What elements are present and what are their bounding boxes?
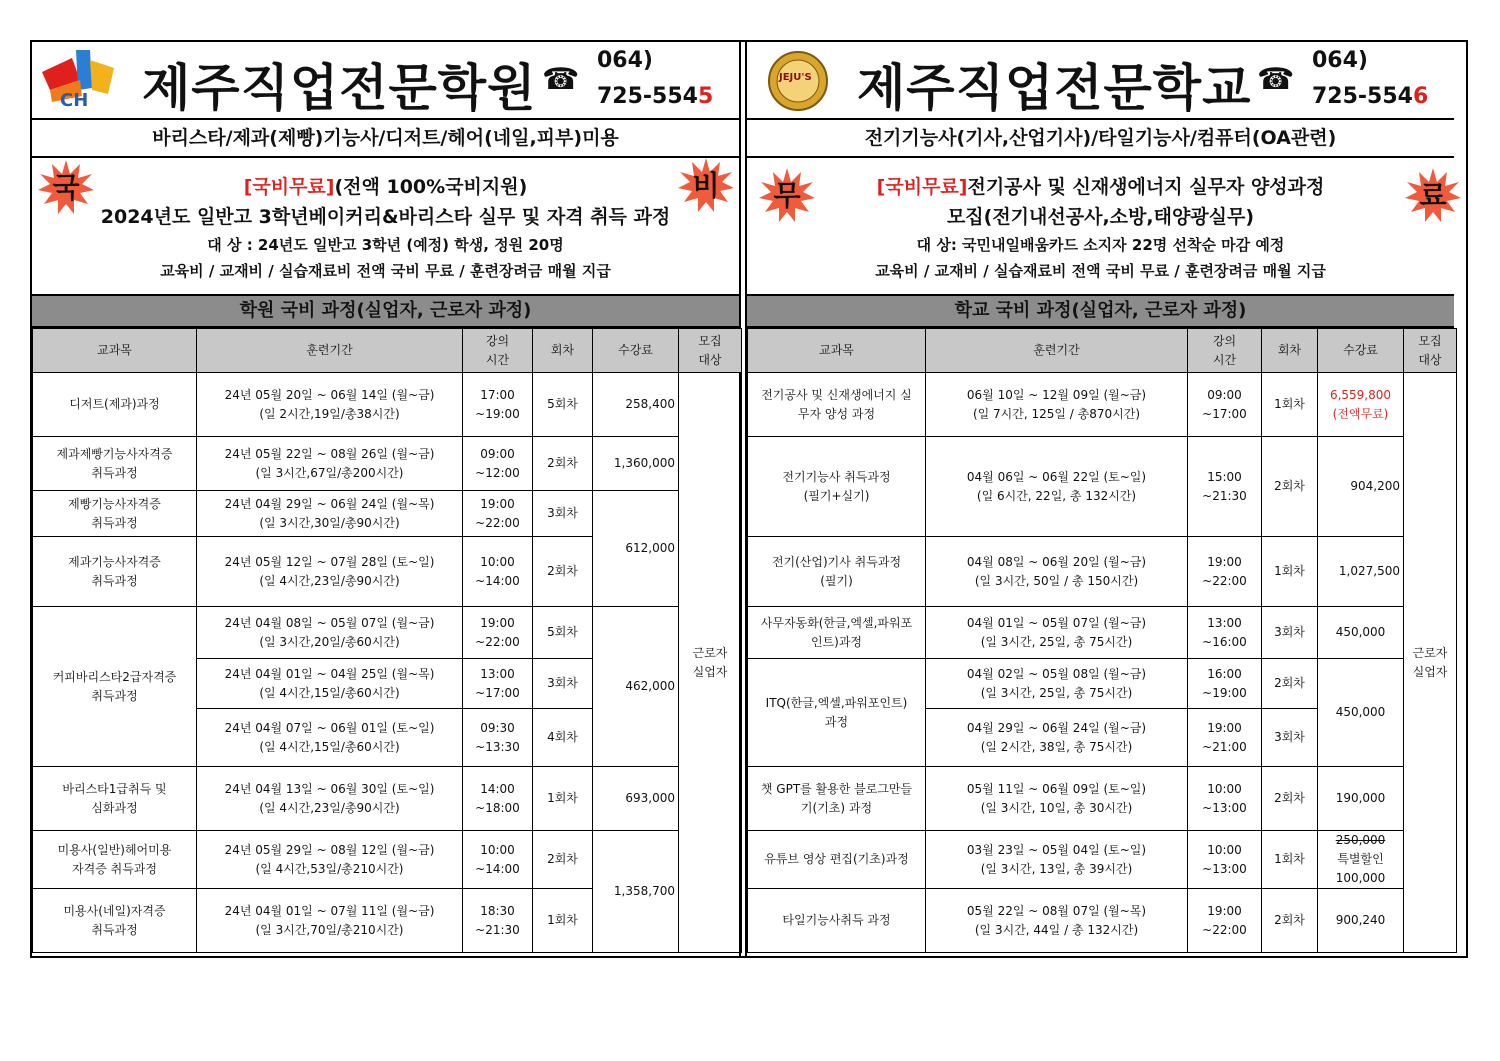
- course-sessions: 3회차: [533, 659, 593, 709]
- promo-box: [32, 158, 739, 296]
- starburst-badge-right: 료: [1405, 168, 1461, 224]
- course-name: 전기공사 및 신재생에너지 실 무자 양성 과정: [748, 373, 926, 437]
- course-time: 19:00 ~22:00: [463, 607, 533, 659]
- starburst-badge-left: 국: [38, 160, 94, 216]
- course-fee: 6,559,800 (전액무료): [1318, 373, 1404, 437]
- course-period: 05월 22일 ~ 08월 07일 (월~목) (일 3시간, 44일 / 총 132시간): [926, 889, 1188, 953]
- course-sessions: 2회차: [1262, 659, 1318, 709]
- col-course: 교과목: [748, 329, 926, 373]
- course-time: 10:00 ~13:00: [1188, 831, 1262, 889]
- promo-headline: [국비무료](전액 100%국비지원): [243, 176, 528, 198]
- course-name: 타일기능사취득 과정: [748, 889, 926, 953]
- course-fee: 190,000: [1318, 767, 1404, 831]
- course-name: 전기(산업)기사 취득과정 (필기): [748, 537, 926, 607]
- course-period: 06월 10일 ~ 12월 09일 (월~금) (일 7시간, 125일 / 총870시간): [926, 373, 1188, 437]
- table-row: [748, 889, 1457, 953]
- course-sessions: 2회차: [1262, 767, 1318, 831]
- discount-fee: 100,000: [1335, 871, 1386, 885]
- promo-benefits: 교육비 / 교재비 / 실습재료비 전액 국비 무료 / 훈련장려금 매월 지급: [160, 262, 611, 280]
- course-sessions: 3회차: [533, 491, 593, 537]
- course-sessions: 3회차: [1262, 709, 1318, 767]
- table-row: [748, 437, 1457, 537]
- course-time: 19:00 ~22:00: [1188, 537, 1262, 607]
- course-sessions: 4회차: [533, 709, 593, 767]
- course-sessions: 2회차: [1262, 437, 1318, 537]
- col-period: 훈련기간: [197, 329, 463, 373]
- phone-number: 725-5546: [1312, 84, 1429, 109]
- course-period: 04월 06일 ~ 06월 22일 (토~일) (일 6시간, 22일, 총 132시간): [926, 437, 1188, 537]
- left-header: [32, 42, 739, 120]
- course-fee: 1,360,000: [593, 437, 679, 491]
- course-fee: 450,000: [1318, 659, 1404, 767]
- course-sessions: 2회차: [533, 831, 593, 889]
- starburst-badge-right: 비: [678, 158, 734, 214]
- col-fee: 수강료: [1318, 329, 1404, 373]
- promo-course-title: 2024년도 일반고 3학년베이커리&바리스타 실무 및 자격 취득 과정: [100, 206, 671, 228]
- col-fee: 수강료: [593, 329, 679, 373]
- left-panel: [32, 42, 741, 956]
- col-sessions: 회차: [533, 329, 593, 373]
- ch-logo: [42, 50, 122, 112]
- course-time: 09:00 ~17:00: [1188, 373, 1262, 437]
- course-period: 24년 04월 01일 ~ 04월 25일 (월~목) (일 4시간,15일/총60시간): [197, 659, 463, 709]
- table-row: [33, 767, 742, 831]
- phone-number: 725-5545: [597, 84, 714, 109]
- table-row: [748, 373, 1457, 437]
- seal-text: JEJU'S: [779, 72, 812, 83]
- course-time: 14:00 ~18:00: [463, 767, 533, 831]
- course-period: 04월 29일 ~ 06월 24일 (월~금) (일 2시간, 38일, 총 75시간): [926, 709, 1188, 767]
- promo-target: 대 상: 국민내일배움카드 소지자 22명 선착순 마감 예정: [916, 236, 1285, 254]
- course-fee: 258,400: [593, 373, 679, 437]
- table-row: [33, 491, 742, 537]
- school-title: 제주직업전문학교: [857, 59, 1252, 117]
- col-time: 강의 시간: [1188, 329, 1262, 373]
- course-time: 10:00 ~14:00: [463, 831, 533, 889]
- course-name: 디저트(제과)과정: [33, 373, 197, 437]
- table-row: [748, 607, 1457, 659]
- jejus-seal-logo: [767, 50, 847, 112]
- course-period: 24년 05월 12일 ~ 07월 28일 (토~일) (일 4시간,23일/총90시간): [197, 537, 463, 607]
- discount-label: 특별할인: [1337, 852, 1384, 866]
- course-period: 24년 04월 29일 ~ 06월 24일 (월~목) (일 3시간,30일/총90시간): [197, 491, 463, 537]
- course-period: 24년 04월 13일 ~ 06월 30일 (토~일) (일 4시간,23일/총90시간): [197, 767, 463, 831]
- course-period: 03월 23일 ~ 05월 04일 (토~일) (일 3시간, 13일, 총 39시간): [926, 831, 1188, 889]
- course-period: 24년 05월 20일 ~ 06월 14일 (월~금) (일 2시간,19일/총38시간): [197, 373, 463, 437]
- table-row: [748, 767, 1457, 831]
- course-sessions: 1회차: [533, 889, 593, 953]
- subject-list: 바리스타/제과(제빵)기능사/디저트/헤어(네일,피부)미용: [32, 120, 739, 158]
- course-fee: 450,000: [1318, 607, 1404, 659]
- col-period: 훈련기간: [926, 329, 1188, 373]
- course-period: 04월 01일 ~ 05월 07일 (월~금) (일 3시간, 25일, 총 75시간): [926, 607, 1188, 659]
- table-row: [33, 831, 742, 889]
- recruit-target: 근로자 실업자: [679, 373, 742, 953]
- course-table: [747, 328, 1457, 953]
- course-name: 제과제빵기능사자격증 취득과정: [33, 437, 197, 491]
- course-time: 19:00 ~21:00: [1188, 709, 1262, 767]
- promo-box: [747, 158, 1454, 296]
- course-name: 사무자동화(한글,엑셀,파워포 인트)과정: [748, 607, 926, 659]
- course-period: 24년 05월 29일 ~ 08월 12일 (월~금) (일 4시간,53일/총210시간): [197, 831, 463, 889]
- course-sessions: 1회차: [1262, 537, 1318, 607]
- subject-list: 전기기능사(기사,산업기사)/타일기능사/컴퓨터(OA관련): [747, 120, 1454, 158]
- course-period: 24년 04월 07일 ~ 06월 01일 (토~일) (일 4시간,15일/총60시간): [197, 709, 463, 767]
- course-time: 15:00 ~21:30: [1188, 437, 1262, 537]
- course-fee: 612,000: [593, 491, 679, 607]
- course-period: 24년 04월 01일 ~ 07월 11일 (월~금) (일 3시간,70일/총210시간): [197, 889, 463, 953]
- course-period: 04월 02일 ~ 05월 08일 (월~금) (일 3시간, 25일, 총 75시간): [926, 659, 1188, 709]
- course-time: 17:00 ~19:00: [463, 373, 533, 437]
- course-name: 유튜브 영상 편집(기초)과정: [748, 831, 926, 889]
- course-name: 바리스타1급취득 및 심화과정: [33, 767, 197, 831]
- course-time: 19:00 ~22:00: [463, 491, 533, 537]
- ch-logo-text: CH: [60, 90, 89, 111]
- course-time: 18:30 ~21:30: [463, 889, 533, 953]
- phone-icon: ☎: [542, 62, 580, 97]
- course-fee: 1,358,700: [593, 831, 679, 953]
- course-fee: [1318, 831, 1404, 889]
- right-panel: [745, 42, 1454, 956]
- course-name: 커피바리스타2급자격증 취득과정: [33, 607, 197, 767]
- col-time: 강의 시간: [463, 329, 533, 373]
- course-fee: 900,240: [1318, 889, 1404, 953]
- course-sessions: 2회차: [533, 537, 593, 607]
- flyer-page: [30, 40, 1468, 958]
- col-sessions: 회차: [1262, 329, 1318, 373]
- table-row: [748, 537, 1457, 607]
- course-sessions: 1회차: [533, 767, 593, 831]
- course-sessions: 5회차: [533, 373, 593, 437]
- table-header-row: [33, 329, 742, 373]
- course-name: 제빵기능사자격증 취득과정: [33, 491, 197, 537]
- course-sessions: 2회차: [533, 437, 593, 491]
- table-row: [748, 659, 1457, 709]
- starburst-badge-left: 무: [759, 168, 815, 224]
- course-table: [32, 328, 742, 953]
- promo-course-title: 모집(전기내선공사,소방,태양광실무): [946, 206, 1255, 228]
- course-time: 19:00 ~22:00: [1188, 889, 1262, 953]
- course-fee: 1,027,500: [1318, 537, 1404, 607]
- academy-title: 제주직업전문학원: [142, 59, 537, 117]
- col-course: 교과목: [33, 329, 197, 373]
- course-sessions: 5회차: [533, 607, 593, 659]
- course-sessions: 1회차: [1262, 831, 1318, 889]
- course-name: 미용사(네일)자격증 취득과정: [33, 889, 197, 953]
- course-time: 09:00 ~12:00: [463, 437, 533, 491]
- recruit-target: 근로자 실업자: [1404, 373, 1457, 953]
- course-fee: 904,200: [1318, 437, 1404, 537]
- course-name: 제과기능사자격증 취득과정: [33, 537, 197, 607]
- course-time: 13:00 ~16:00: [1188, 607, 1262, 659]
- course-name: 전기기능사 취득과정 (필기+실기): [748, 437, 926, 537]
- course-name: 미용사(일반)헤어미용 자격증 취득과정: [33, 831, 197, 889]
- promo-benefits: 교육비 / 교재비 / 실습재료비 전액 국비 무료 / 훈련장려금 매월 지급: [875, 262, 1326, 280]
- course-sessions: 1회차: [1262, 373, 1318, 437]
- course-fee: 462,000: [593, 607, 679, 767]
- course-name: ITQ(한글,엑셀,파워포인트) 과정: [748, 659, 926, 767]
- phone-area-code: 064): [597, 48, 653, 73]
- course-time: 13:00 ~17:00: [463, 659, 533, 709]
- course-period: 24년 05월 22일 ~ 08월 26일 (월~금) (일 3시간,67일/총200시간): [197, 437, 463, 491]
- table-header-row: [748, 329, 1457, 373]
- right-header: [747, 42, 1454, 120]
- course-sessions: 2회차: [1262, 889, 1318, 953]
- col-target: 모집 대상: [1404, 329, 1457, 373]
- course-time: 16:00 ~19:00: [1188, 659, 1262, 709]
- course-period: 05월 11일 ~ 06월 09일 (토~일) (일 3시간, 10일, 총 30시간): [926, 767, 1188, 831]
- phone-icon: ☎: [1257, 62, 1295, 97]
- course-sessions: 3회차: [1262, 607, 1318, 659]
- course-name: 챗 GPT를 활용한 블로그만들 기(기초) 과정: [748, 767, 926, 831]
- course-period: 04월 08일 ~ 06월 20일 (월~금) (일 3시간, 50일 / 총 150시간): [926, 537, 1188, 607]
- section-title: 학교 국비 과정(실업자, 근로자 과정): [747, 296, 1454, 328]
- original-fee: 250,000: [1335, 833, 1386, 847]
- course-fee: 693,000: [593, 767, 679, 831]
- course-period: 24년 04월 08일 ~ 05월 07일 (월~금) (일 3시간,20일/총60시간): [197, 607, 463, 659]
- course-time: 10:00 ~14:00: [463, 537, 533, 607]
- table-row: [33, 437, 742, 491]
- col-target: 모집 대상: [679, 329, 742, 373]
- promo-headline: [국비무료]전기공사 및 신재생에너지 실무자 양성과정: [876, 176, 1325, 198]
- table-row: [33, 373, 742, 437]
- course-time: 10:00 ~13:00: [1188, 767, 1262, 831]
- phone-area-code: 064): [1312, 48, 1368, 73]
- promo-target: 대 상 : 24년도 일반고 3학년 (예정) 학생, 정원 20명: [207, 236, 564, 254]
- section-title: 학원 국비 과정(실업자, 근로자 과정): [32, 296, 739, 328]
- table-row: [33, 607, 742, 659]
- course-time: 09:30 ~13:30: [463, 709, 533, 767]
- table-row: [748, 831, 1457, 889]
